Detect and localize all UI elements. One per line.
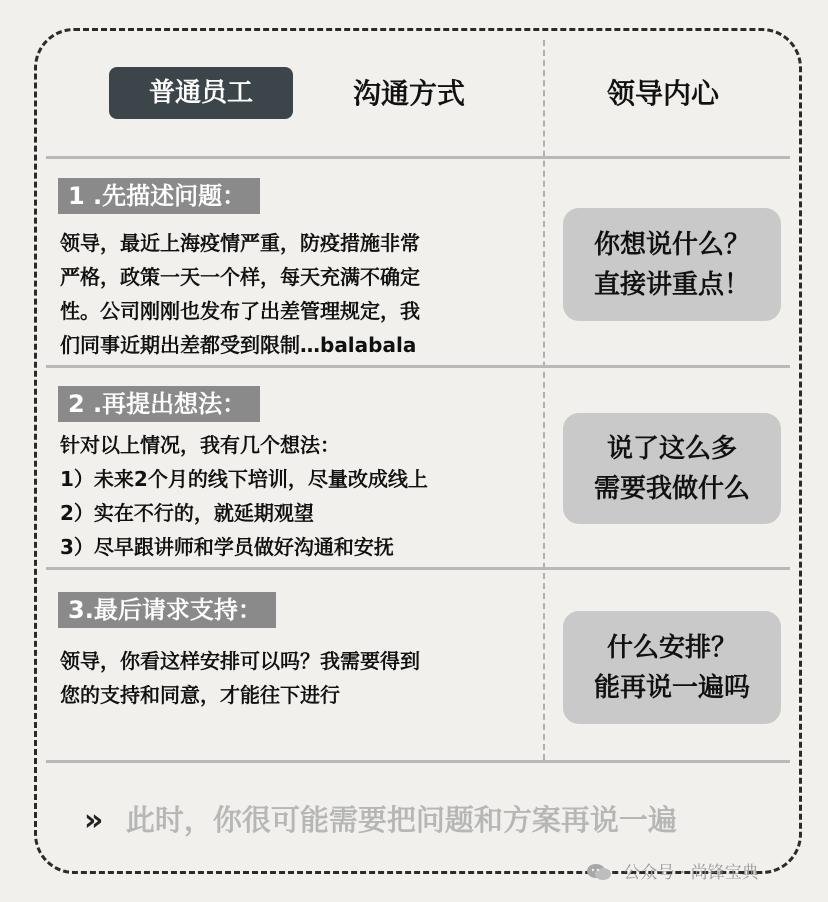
thought-line: 直接讲重点！: [593, 269, 750, 300]
employee-tag: 普通员工: [109, 67, 293, 119]
watermark: [586, 858, 759, 883]
divider-3: [46, 567, 790, 570]
text-line: 领导，最近上海疫情严重，防疫措施非常: [60, 231, 420, 255]
footer-note: [84, 798, 677, 839]
text-line: 3）尽早跟讲师和学员做好沟通和安抚: [60, 535, 394, 559]
divider-4: [46, 760, 790, 763]
text-line: 们同事近期出差都受到限制…balabala: [60, 333, 417, 357]
thought-line: 能再说一遍吗: [593, 672, 750, 703]
leader-header: 领导内心: [607, 77, 720, 110]
text-line: 针对以上情况，我有几个想法：: [60, 433, 340, 457]
divider-1: [46, 156, 790, 159]
watermark-text: 公众号 · 尚锋宝典: [623, 863, 759, 883]
thought-line: 你想说什么？: [593, 229, 750, 260]
divider-2: [46, 365, 790, 368]
footer-text: 此时，你很可能需要把问题和方案再说一遍: [125, 803, 677, 837]
thought-line: 需要我做什么: [593, 473, 750, 504]
leader-thought-3: [563, 611, 781, 724]
column-divider: [543, 40, 545, 760]
text-line: 您的支持和同意，才能往下进行: [60, 683, 340, 707]
step-3-text: [60, 644, 420, 712]
text-line: 领导，你看这样安排可以吗？我需要得到: [60, 649, 420, 673]
wechat-icon: [586, 863, 612, 881]
thought-line: 什么安排？: [606, 632, 737, 663]
leader-thought-1: [563, 208, 781, 321]
text-line: 1）未来2个月的线下培训，尽量改成线上: [60, 467, 428, 491]
step-1-text: [60, 226, 420, 362]
communication-header: 沟通方式: [353, 77, 466, 110]
leader-thought-2: [563, 413, 781, 524]
text-line: 2）实在不行的，就延期观望: [60, 501, 314, 525]
text-line: 性。公司刚刚也发布了出差管理规定，我: [60, 299, 420, 323]
text-line: 严格，政策一天一个样，每天充满不确定: [60, 265, 420, 289]
thought-line: 说了这么多: [606, 433, 737, 464]
step-3-label: 3.最后请求支持：: [58, 592, 276, 628]
double-chevron-right-icon: »: [84, 803, 104, 838]
step-1-label: 1 .先描述问题：: [58, 178, 260, 214]
step-2-text: [60, 428, 428, 564]
step-2-label: 2 .再提出想法：: [58, 386, 260, 422]
